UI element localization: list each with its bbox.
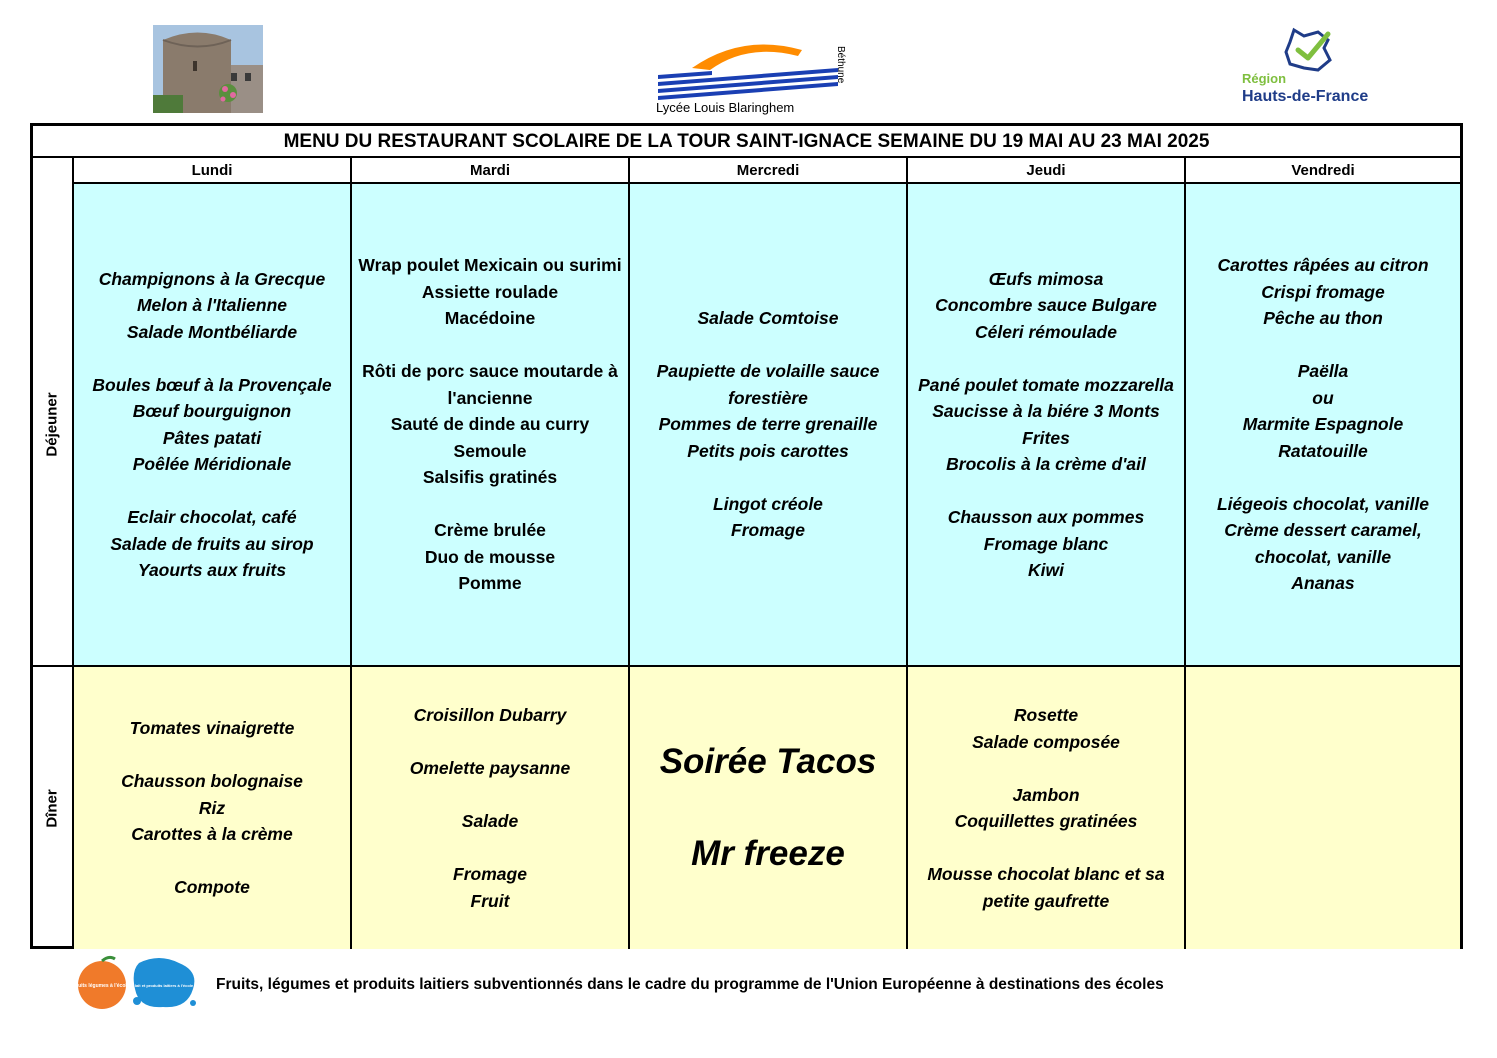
menu-item: Salsifis gratinés — [422, 467, 558, 488]
menu-item: Macédoine — [444, 308, 536, 329]
menu-item: Fromage — [453, 864, 527, 884]
menu-item: Chausson aux pommes — [947, 507, 1145, 527]
menu-item: Concombre sauce Bulgare — [935, 295, 1157, 315]
menu-item: Brocolis à la crème d'ail — [946, 454, 1146, 474]
menu-item: chocolat, vanille — [1254, 546, 1392, 567]
dejeuner-vendredi — [1184, 184, 1460, 665]
menu-item: Omelette paysanne — [409, 758, 571, 778]
menu-item — [657, 332, 880, 359]
diner-jeudi — [906, 665, 1184, 949]
menu-item: Lingot créole — [713, 493, 823, 514]
menu-item: Fruit — [470, 890, 510, 911]
menu-item: Salade composée — [972, 731, 1120, 752]
menu-item: Fromage — [731, 520, 805, 541]
menu-item: Pâtes patati — [162, 427, 262, 448]
menu-item — [657, 464, 880, 491]
menu-item: Salade Comtoise — [697, 308, 839, 329]
lycee-name: Lycée Louis Blaringhem — [656, 100, 795, 115]
menu-item: Céleri rémoulade — [974, 321, 1117, 342]
menu-item: Paëlla — [1297, 361, 1349, 382]
menu-item: forestière — [728, 387, 808, 408]
diner-mercredi — [628, 665, 906, 949]
menu-item: Croisillon Dubarry — [413, 705, 567, 725]
menu-item: Chausson bolognaise — [121, 771, 303, 792]
menu-item: Pommes de terre grenaille — [658, 414, 878, 435]
day-header-vendredi: Vendredi — [1184, 158, 1460, 184]
region-logo — [1232, 26, 1402, 108]
menu-item: Champignons à la Grecque — [98, 268, 326, 289]
menu-item: Wrap poulet Mexicain ou surimi — [358, 255, 622, 276]
menu-item: Assiette roulade — [421, 281, 559, 302]
menu-item: Crème brulée — [434, 520, 546, 541]
menu-item: Poêlée Méridionale — [132, 454, 292, 474]
menu-item: Pêche au thon — [1263, 308, 1383, 329]
day-header-lundi: Lundi — [72, 158, 350, 184]
day-header-mercredi: Mercredi — [628, 158, 906, 184]
dejeuner-jeudi — [906, 184, 1184, 665]
tower-photo — [153, 25, 263, 113]
menu-item: Salade Montbéliarde — [126, 321, 298, 342]
dejeuner-lundi — [72, 184, 350, 665]
row-label-dejeuner: Déjeuner — [44, 392, 62, 457]
menu-item: Pané poulet tomate mozzarella — [918, 374, 1174, 395]
menu-item: Liégeois chocolat, vanille — [1216, 493, 1429, 514]
row-labels — [33, 158, 72, 946]
menu-item: Melon à l'Italienne — [136, 295, 287, 315]
menu-item — [410, 729, 570, 756]
menu-item: Riz — [198, 797, 226, 818]
menu-item: Rôti de porc sauce moutarde à — [362, 361, 618, 382]
menu-item: Soirée Tacos — [659, 742, 877, 781]
menu-item — [927, 835, 1164, 862]
region-name: Hauts-de-France — [1242, 88, 1369, 105]
day-header-mardi: Mardi — [350, 158, 628, 184]
eu-school-logos — [75, 955, 203, 1013]
menu-item: Petits pois carottes — [687, 440, 849, 461]
row-label-diner: Dîner — [33, 665, 72, 949]
menu-item: Crispi fromage — [1261, 281, 1385, 302]
menu-item: Ratatouille — [1278, 440, 1368, 461]
menu-item — [92, 345, 331, 372]
menu-item: Pomme — [458, 573, 522, 594]
menu-item: Bœuf bourguignon — [132, 401, 292, 421]
menu-item: Ananas — [1291, 573, 1355, 594]
diner-vendredi — [1184, 665, 1460, 949]
dejeuner-mardi — [350, 184, 628, 665]
menu-item: Kiwi — [1028, 560, 1064, 580]
menu-item: Mousse chocolat blanc et sa — [927, 864, 1165, 884]
menu-item: Boules bœuf à la Provençale — [92, 374, 332, 395]
menu-item: Salade — [461, 811, 519, 831]
menu-item: Rosette — [1013, 705, 1079, 725]
logo-fruits-label: fruits légumes à l'école — [75, 983, 130, 989]
menu-item: Fromage blanc — [983, 533, 1109, 554]
diner-mardi — [350, 665, 628, 949]
menu-item: Salade de fruits au sirop — [110, 533, 314, 554]
menu-item: Frites — [1022, 427, 1070, 448]
menu-item: Eclair chocolat, café — [127, 507, 297, 527]
region-word: Région — [1242, 71, 1287, 86]
menu-title: MENU DU RESTAURANT SCOLAIRE DE LA TOUR SAINT-IGNACE SEMAINE DU 19 MAI AU 23 MAI 2025 — [33, 126, 1460, 158]
menu-item — [918, 345, 1174, 372]
menu-item: Sauté de dinde au curry — [390, 414, 590, 435]
menu-item: petite gaufrette — [982, 890, 1110, 911]
menu-item: Crème dessert caramel, — [1224, 520, 1422, 541]
menu-item — [358, 491, 621, 518]
menu-item: Paupiette de volaille sauce — [656, 361, 880, 382]
menu-item — [358, 332, 621, 359]
menu-item: Jambon — [1012, 784, 1080, 805]
menu-item: Duo de mousse — [424, 546, 556, 567]
menu-item: Compote — [174, 877, 250, 898]
menu-item: Coquillettes gratinées — [954, 811, 1138, 831]
footer-text: Fruits, légumes et produits laitiers subventionnés dans le cadre du programme de l'Union Européenne à destinations des écoles — [216, 976, 1164, 993]
menu-item: Œufs mimosa — [988, 268, 1104, 289]
menu-item: Saucisse à la biére 3 Monts — [932, 401, 1160, 421]
menu-item — [927, 755, 1164, 782]
menu-item: Mr freeze — [691, 834, 845, 873]
menu-item: Yaourts aux fruits — [137, 560, 287, 580]
lycee-city: Béthune — [835, 46, 846, 84]
menu-item: Semoule — [453, 440, 527, 461]
dejeuner-mercredi — [628, 184, 906, 665]
menu-item — [410, 782, 570, 809]
menu-item — [918, 478, 1174, 505]
diner-lundi — [72, 665, 350, 949]
menu-item — [1217, 464, 1429, 491]
menu-item — [121, 848, 303, 875]
menu-table — [30, 123, 1463, 949]
menu-item — [121, 742, 303, 769]
lycee-logo — [652, 38, 848, 118]
menu-item: Carottes à la crème — [131, 824, 293, 845]
logo-lait-label: lait et produits laitiers à l'école — [134, 983, 194, 988]
menu-item: Carottes râpées au citron — [1217, 255, 1429, 276]
menu-item: Tomates vinaigrette — [129, 718, 295, 739]
menu-item: Marmite Espagnole — [1242, 414, 1404, 435]
menu-item: ou — [1312, 387, 1334, 408]
menu-item: l'ancienne — [447, 387, 533, 408]
menu-item — [92, 478, 331, 505]
menu-item — [1217, 332, 1429, 359]
menu-item — [410, 835, 570, 862]
day-header-jeudi: Jeudi — [906, 158, 1184, 184]
menu-item — [660, 785, 877, 831]
